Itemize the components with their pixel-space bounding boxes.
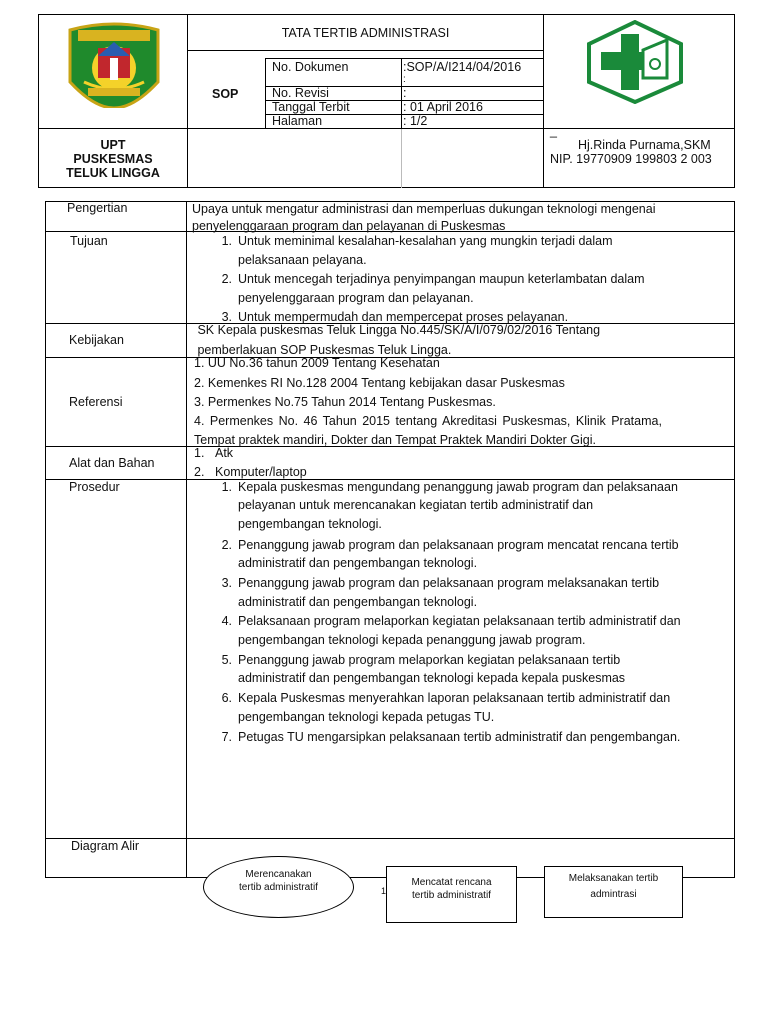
prosedur-num-5: 5. <box>221 653 232 667</box>
referensi-line-2: 2. Kemenkes RI No.128 2004 Tentang kebijakan dasar Puskesmas <box>194 376 565 390</box>
prosedur-item-2-line-2: administratif dan pengembangan teknologi. <box>238 556 478 570</box>
tujuan-item-3-line-1: Untuk mempermudah dan mempercepat proses pelayanan. <box>238 310 569 324</box>
prosedur-item-5-line-2: administratif dan pengembangan teknologi kepada kepala puskesmas <box>238 671 626 685</box>
referensi-line-3: 3. Permenkes No.75 Tahun 2014 Tentang Puskesmas. <box>194 395 496 409</box>
referensi-line-5: Tempat praktek mandiri, Dokter dan Tempat Praktek Mandiri Dokter Gigi. <box>194 433 597 447</box>
label-kebijakan: Kebijakan <box>69 333 124 347</box>
flow-node-3-line-1: Melaksanakan tertib <box>568 873 659 884</box>
flow-stray-mark: 1 <box>381 886 387 896</box>
unit-line-3: TELUK LINGGA <box>66 166 160 180</box>
flow-node-1-line-2: tertib administratif <box>239 882 318 893</box>
label-alat-dan-bahan: Alat dan Bahan <box>69 456 155 470</box>
prosedur-item-1-line-1: Kepala puskesmas mengundang penanggung jawab program dan pelaksanaan <box>238 480 678 494</box>
prosedur-num-6: 6. <box>221 691 232 705</box>
prosedur-num-7: 7. <box>221 730 232 744</box>
field-value-no-revisi: : <box>403 86 407 100</box>
alat-item-2: Komputer/laptop <box>215 465 307 479</box>
signatory-name: Hj.Rinda Purnama,SKM <box>578 138 711 152</box>
pengertian-line-1: Upaya untuk mengatur administrasi dan memperluas dukungan teknologi mengenai <box>192 202 656 216</box>
label-referensi: Referensi <box>69 395 123 409</box>
prosedur-item-1-line-3: pengembangan teknologi. <box>238 517 382 531</box>
prosedur-num-1: 1. <box>221 480 232 494</box>
prosedur-num-4: 4. <box>221 614 232 628</box>
signatory-nip: NIP. 19770909 199803 2 003 <box>550 152 712 166</box>
tujuan-item-1-line-1: Untuk meminimal kesalahan-kesalahan yang mungkin terjadi dalam <box>238 234 613 248</box>
field-value-tanggal-terbit: : 01 April 2016 <box>403 100 483 114</box>
flow-node-merencanakan <box>203 856 354 918</box>
flow-node-2-line-1: Mencatat rencana <box>411 877 492 888</box>
prosedur-num-3: 3. <box>221 576 232 590</box>
label-tujuan: Tujuan <box>70 234 108 248</box>
flow-node-3-line-2: admintrasi <box>590 889 637 900</box>
field-value-no-dokumen: :SOP/A/I214/04/2016 <box>403 60 522 74</box>
unit-line-1: UPT <box>100 138 126 152</box>
field-value-no-dokumen-continued: : <box>403 74 406 85</box>
alat-num-1: 1. <box>194 446 205 460</box>
tujuan-num-2: 2. <box>221 272 232 286</box>
prosedur-item-6-line-2: pengembangan teknologi kepada petugas TU. <box>238 710 495 724</box>
document-title: TATA TERTIB ADMINISTRASI <box>281 26 450 40</box>
prosedur-item-6-line-1: Kepala Puskesmas menyerahkan laporan pelaksanaan tertib administratif dan <box>238 691 671 705</box>
flow-node-melaksanakan <box>544 866 683 918</box>
field-label-tanggal-terbit: Tanggal Terbit <box>272 100 350 114</box>
pengertian-line-2: penyelenggaraan program dan pelayanan di Puskesmas <box>192 219 506 233</box>
alat-item-1: Atk <box>215 446 234 460</box>
unit-line-2: PUSKESMAS <box>73 152 153 166</box>
prosedur-item-3-line-2: administratif dan pengembangan teknologi. <box>238 595 478 609</box>
prosedur-item-2-line-1: Penanggung jawab program dan pelaksanaan program mencatat rencana tertib <box>238 538 679 552</box>
tujuan-num-1: 1. <box>221 234 232 248</box>
label-prosedur: Prosedur <box>69 480 120 494</box>
prosedur-item-7-line-1: Petugas TU mengarsipkan pelaksanaan tertib administratif dan pengembangan. <box>238 730 681 744</box>
tujuan-num-3: 3. <box>221 310 232 324</box>
tujuan-item-1-line-2: pelaksanaan pelayana. <box>238 253 367 267</box>
prosedur-item-5-line-1: Penanggung jawab program melaporkan kegiatan pelaksanaan tertib <box>238 653 621 667</box>
alat-num-2: 2. <box>194 465 205 479</box>
flow-node-1-line-1: Merencanakan <box>245 869 312 880</box>
label-diagram-alir: Diagram Alir <box>71 839 140 853</box>
sop-label: SOP <box>212 87 239 101</box>
prosedur-num-2: 2. <box>221 538 232 552</box>
kebijakan-line-1: SK Kepala puskesmas Teluk Lingga No.445/SK/A/I/079/02/2016 Tentang <box>194 323 601 337</box>
puskesmas-logo <box>585 20 685 104</box>
signature-dash: _ <box>550 124 557 138</box>
kebijakan-line-2: pemberlakuan SOP Puskesmas Teluk Lingga. <box>194 343 452 357</box>
field-label-no-dokumen: No. Dokumen <box>272 60 349 74</box>
prosedur-item-4-line-2: pengembangan teknologi kepada penanggung jawab program. <box>238 633 586 647</box>
field-label-no-revisi: No. Revisi <box>272 86 329 100</box>
prosedur-item-1-line-2: pelayanan untuk merencanakan kegiatan tertib administratif dan <box>238 498 594 512</box>
flow-node-2-line-2: tertib administratif <box>412 890 491 901</box>
prosedur-item-3-line-1: Penanggung jawab program dan pelaksanaan program melaksanakan tertib <box>238 576 660 590</box>
flow-node-mencatat <box>386 866 517 923</box>
label-pengertian: Pengertian <box>67 201 128 215</box>
referensi-line-1: 1. UU No.36 tahun 2009 Tentang Kesehatan <box>194 356 440 370</box>
regency-logo <box>64 22 164 108</box>
field-value-halaman: : 1/2 <box>403 114 428 128</box>
field-label-halaman: Halaman <box>272 114 323 128</box>
tujuan-item-2-line-1: Untuk mencegah terjadinya penyimpangan maupun keterlambatan dalam <box>238 272 645 286</box>
prosedur-item-4-line-1: Pelaksanaan program melaporkan kegiatan pelaksanaan tertib administratif dan <box>238 614 681 628</box>
referensi-line-4: 4. Permenkes No. 46 Tahun 2015 tentang Akreditasi Puskesmas, Klinik Pratama, <box>194 414 662 428</box>
tujuan-item-2-line-2: penyelenggaraan program dan pelayanan. <box>238 291 474 305</box>
